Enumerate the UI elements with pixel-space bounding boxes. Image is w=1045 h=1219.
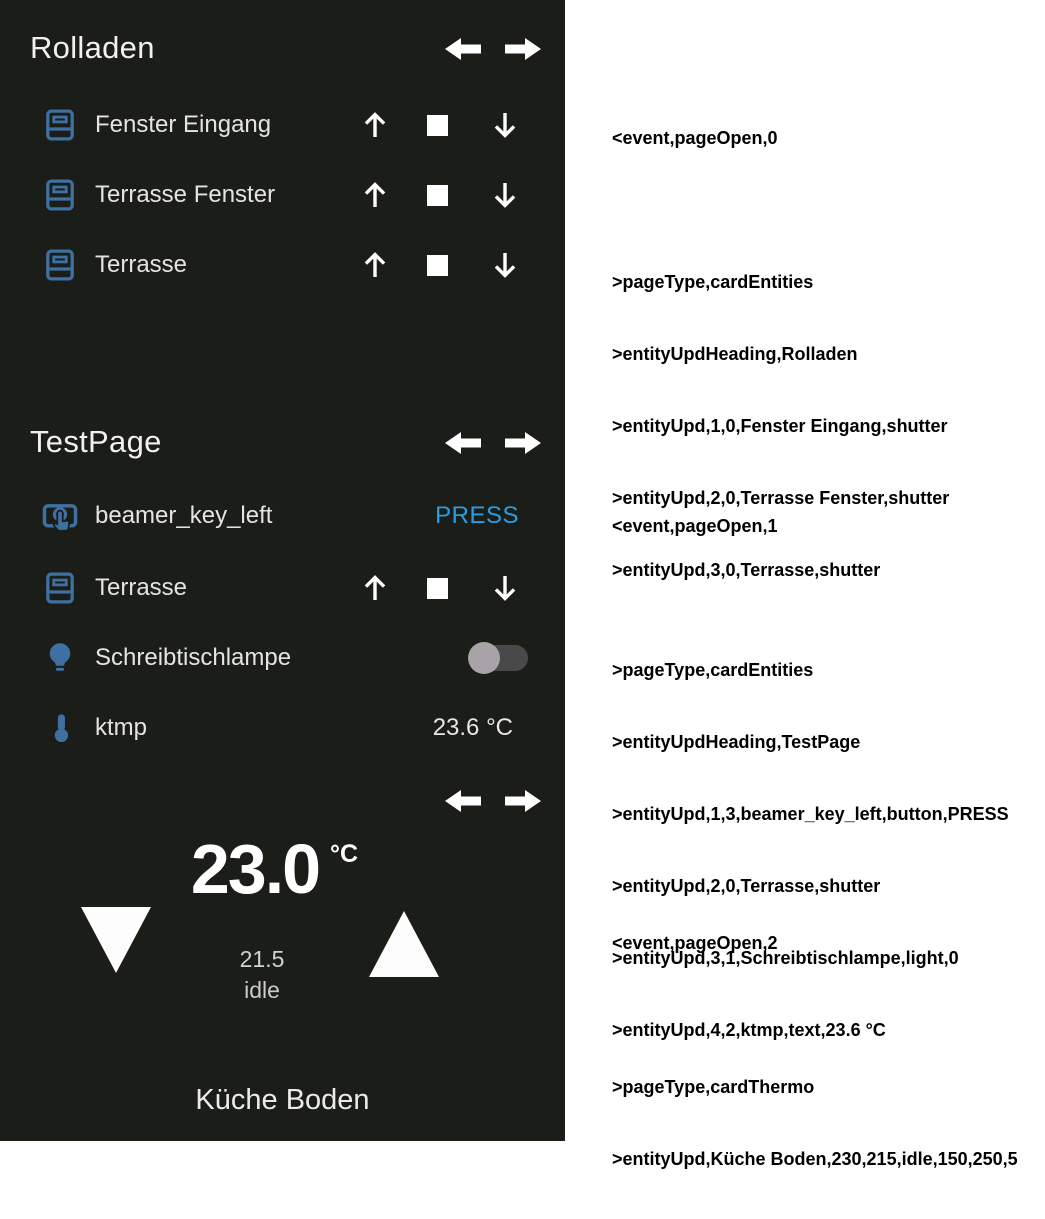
light-toggle[interactable] [470,645,528,671]
temp-decrease-button[interactable] [80,906,152,974]
shutter-stop-button[interactable] [424,575,450,601]
arrow-down-icon [488,178,522,212]
lightbulb-icon [40,636,80,680]
log-line [612,1003,1018,1027]
log-line: <event,pageOpen,1 [612,516,778,536]
nav-next-icon [503,786,543,816]
log-line: >pageType,cardEntities [612,660,814,680]
nav-prev-icon [443,34,483,64]
entity-row-beamer-key-left [0,481,565,551]
card-heading-rolladen: Rolladen [30,30,155,65]
nav-next-button[interactable] [503,34,543,64]
arrow-up-icon [358,178,392,212]
nav-arrows [443,786,543,816]
entity-value: 23.6 °C [432,714,513,741]
arrow-up-icon [358,571,392,605]
log-line: >entityUpd,1,0,Fenster Eingang,shutter [612,416,948,436]
entity-row-terrasse [0,230,565,300]
nav-prev-button[interactable] [443,34,483,64]
shutter-down-button[interactable] [488,108,522,142]
thermometer-icon [40,706,80,750]
thermostat-title: Küche Boden [195,1084,370,1116]
temperature-unit: °C [330,840,359,868]
entity-label: Schreibtischlampe [95,644,292,671]
arrow-down-icon [488,248,522,282]
shutter-down-button[interactable] [488,248,522,282]
current-temperature: 23.0 [190,830,320,908]
shutter-stop-button[interactable] [424,112,450,138]
log-line: >entityUpd,3,0,Terrasse,shutter [612,560,881,580]
nav-next-button[interactable] [503,428,543,458]
log-line: >entityUpdHeading,Rolladen [612,344,858,364]
log-line [612,198,949,222]
log-line: >pageType,cardThermo [612,1077,815,1097]
entity-label: ktmp [95,714,148,741]
log-line: >entityUpd,1,3,beamer_key_left,button,PRESS [612,804,1009,824]
entity-label: Terrasse [95,574,188,601]
shutter-up-button[interactable] [358,108,392,142]
stop-icon [427,185,448,206]
nav-arrows [443,34,543,64]
shutter-up-button[interactable] [358,571,392,605]
shutter-icon [40,103,80,147]
log-line [612,586,1009,610]
log-line: >entityUpdHeading,TestPage [612,732,861,752]
shutter-up-button[interactable] [358,248,392,282]
stop-icon [427,578,448,599]
arrow-up-icon [358,108,392,142]
target-temperature: 21.5 [239,946,285,972]
shutter-stop-button[interactable] [424,182,450,208]
arrow-down-icon [488,571,522,605]
nav-next-icon [503,428,543,458]
entity-row-fenster-eingang [0,90,565,160]
log-line: >entityUpd,2,0,Terrasse,shutter [612,876,881,896]
log-line: <event,pageOpen,0 [612,128,778,148]
nav-next-button[interactable] [503,786,543,816]
nav-prev-icon [443,428,483,458]
button-press-icon [40,494,80,538]
shutter-stop-button[interactable] [424,252,450,278]
nav-prev-icon [443,786,483,816]
entity-label: Fenster Eingang [95,111,272,138]
shutter-down-button[interactable] [488,571,522,605]
log-line: >entityUpd,Küche Boden,230,215,idle,150,250,5 [612,1149,1018,1169]
log-line: >pageType,cardEntities [612,272,814,292]
entity-row-schreibtischlampe [0,623,565,693]
nav-next-icon [503,34,543,64]
triangle-down-icon [80,906,152,974]
shutter-up-button[interactable] [358,178,392,212]
entity-row-terrasse [0,553,565,623]
stop-icon [427,115,448,136]
stop-icon [427,255,448,276]
nav-prev-button[interactable] [443,786,483,816]
triangle-up-icon [368,910,440,978]
log-line: >entityUpd,2,0,Terrasse Fenster,shutter [612,488,950,508]
log-block-page2 [612,883,1018,1219]
entity-label: beamer_key_left [95,502,273,529]
toggle-knob [468,642,500,674]
log-line: >entityUpd,4,2,ktmp,text,23.6 °C [612,1020,886,1040]
hvac-state: idle [244,977,280,1003]
arrow-up-icon [358,248,392,282]
shutter-icon [40,173,80,217]
entity-label: Terrasse [95,251,188,278]
shutter-down-button[interactable] [488,178,522,212]
entity-row-ktmp [0,693,565,763]
arrow-down-icon [488,108,522,142]
temp-increase-button[interactable] [368,910,440,978]
entity-label: Terrasse Fenster [95,181,276,208]
shutter-icon [40,243,80,287]
card-heading-testpage: TestPage [30,424,162,459]
press-button[interactable]: PRESS [429,501,525,531]
shutter-icon [40,566,80,610]
log-line: <event,pageOpen,2 [612,933,778,953]
log-line: >entityUpd,3,1,Schreibtischlampe,light,0 [612,948,959,968]
nav-prev-button[interactable] [443,428,483,458]
nav-arrows [443,428,543,458]
entity-row-terrasse-fenster [0,160,565,230]
